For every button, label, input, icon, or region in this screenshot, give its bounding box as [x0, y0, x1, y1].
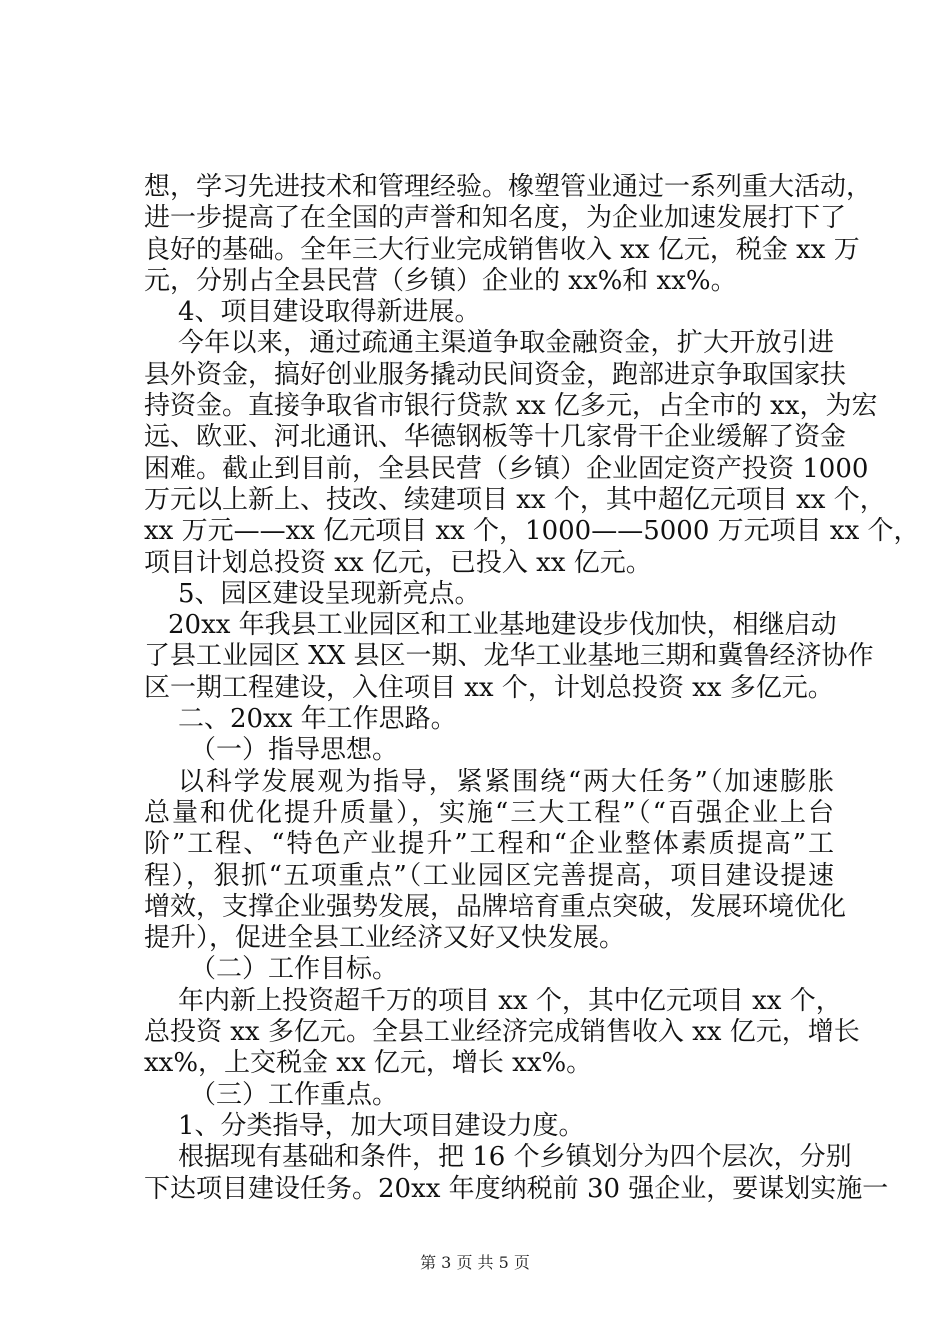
text-line: xx 万元——xx 亿元项目 xx 个，1000——5000 万元项目 xx 个，	[144, 516, 920, 547]
section-heading: （三）工作重点。	[190, 1079, 399, 1110]
section-heading: （二）工作目标。	[190, 954, 399, 985]
text-line: 以科学发展观为指导，紧紧围绕“两大任务”（加速膨胀	[178, 766, 834, 797]
text-line: 年内新上投资超千万的项目 xx 个，其中亿元项目 xx 个，	[178, 985, 842, 1016]
section-heading: 4、项目建设取得新进展。	[178, 297, 481, 328]
page-number-footer: 第 3 页 共 5 页	[420, 1253, 530, 1272]
text-line: 困难。截止到目前，全县民营（乡镇）企业固定资产投资 1000	[144, 453, 869, 484]
text-line: 区一期工程建设，入住项目 xx 个，计划总投资 xx 多亿元。	[144, 672, 834, 703]
text-line: 20xx 年我县工业园区和工业基地建设步伐加快，相继启动	[168, 610, 837, 641]
document-body	[144, 172, 920, 1205]
text-line: 项目计划总投资 xx 亿元，已投入 xx 亿元。	[144, 547, 652, 578]
text-line: 总投资 xx 多亿元。全县工业经济完成销售收入 xx 亿元，增长	[144, 1017, 860, 1048]
text-line: 增效，支撑企业强势发展，品牌培育重点突破，发展环境优化	[144, 891, 847, 922]
text-line: 根据现有基础和条件，把 16 个乡镇划分为四个层次，分别	[178, 1142, 852, 1173]
text-line: 万元以上新上、技改、续建项目 xx 个，其中超亿元项目 xx 个，	[144, 484, 886, 515]
section-heading: 二、20xx 年工作思路。	[178, 704, 457, 735]
text-line: 良好的基础。全年三大行业完成销售收入 xx 亿元，税金 xx 万	[144, 234, 860, 265]
text-line: 了县工业园区 XX 县区一期、龙华工业基地三期和冀鲁经济协作	[144, 641, 874, 672]
text-line: 县外资金，搞好创业服务撬动民间资金，跑部进京争取国家扶	[144, 359, 847, 390]
text-line: 想，学习先进技术和管理经验。橡塑管业通过一系列重大活动，	[144, 172, 873, 202]
text-line: 元，分别占全县民营（乡镇）企业的 xx%和 xx%。	[144, 265, 737, 296]
text-line: xx%，上交税金 xx 亿元，增长 xx%。	[144, 1048, 593, 1079]
text-line: 下达项目建设任务。20xx 年度纳税前 30 强企业，要谋划实施一	[144, 1173, 889, 1204]
text-line: 今年以来，通过疏通主渠道争取金融资金，扩大开放引进	[178, 328, 834, 359]
section-heading: 1、分类指导，加大项目建设力度。	[178, 1110, 585, 1141]
text-line: 阶”工程、“特色产业提升”工程和“企业整体素质提高”工	[144, 829, 834, 860]
text-line: 持资金。直接争取省市银行贷款 xx 亿多元，占全市的 xx，为宏	[144, 391, 878, 422]
text-line: 总量和优化提升质量），实施“三大工程”（“百强企业上台	[144, 797, 834, 828]
text-line: 程），狠抓“五项重点”（工业园区完善提高，项目建设提速	[144, 860, 834, 891]
section-heading: 5、园区建设呈现新亮点。	[178, 578, 481, 609]
text-line: 进一步提高了在全国的声誉和知名度，为企业加速发展打下了	[144, 203, 847, 234]
section-heading: （一）指导思想。	[190, 735, 399, 766]
text-line: 提升），促进全县工业经济又好又快发展。	[144, 923, 626, 954]
text-line: 远、欧亚、河北通讯、华德钢板等十几家骨干企业缓解了资金	[144, 422, 847, 453]
